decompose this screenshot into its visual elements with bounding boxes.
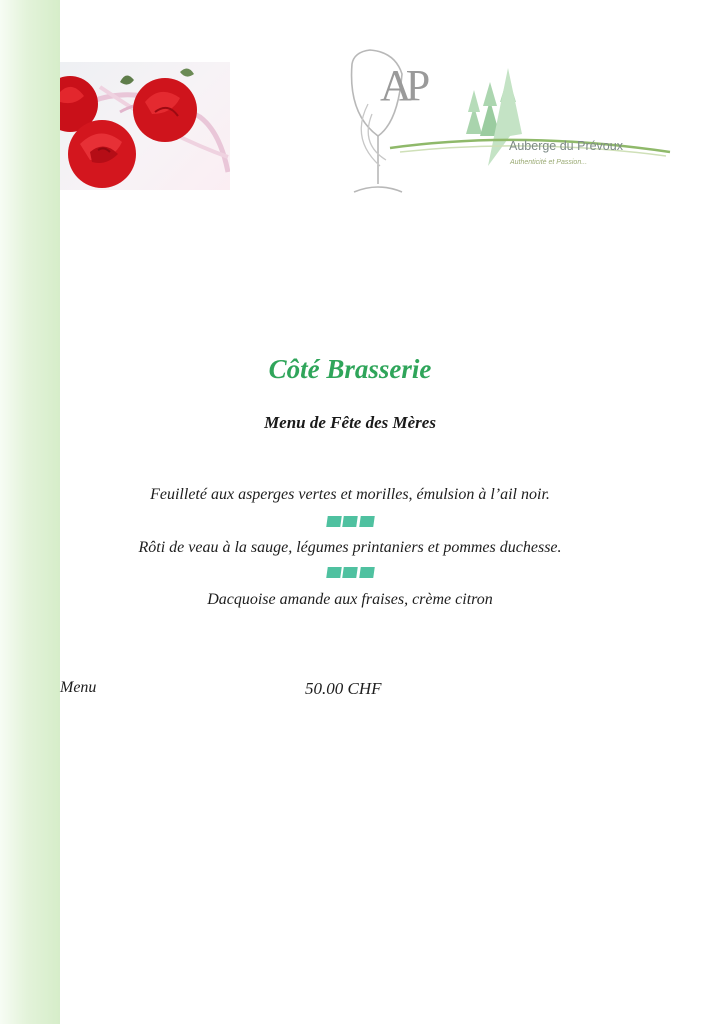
course-main: Rôti de veau à la sauge, légumes printaniers et pommes duchesse. xyxy=(138,539,562,556)
logo-tagline: Authenticité et Passion... xyxy=(510,159,588,166)
price-value: 50.00 CHF xyxy=(305,679,382,698)
side-band xyxy=(0,0,60,1024)
logo-name: Auberge du Prévoux xyxy=(509,139,623,153)
logo-monogram: AP xyxy=(380,61,425,110)
course-separator xyxy=(327,567,374,578)
course-separator xyxy=(327,516,374,527)
menu-subtitle: Menu de Fête des Mères xyxy=(264,413,436,432)
price-label: Menu xyxy=(60,679,97,696)
course-starter: Feuilleté aux asperges vertes et morilles, émulsion à l’ail noir. xyxy=(150,486,550,503)
menu-title: Côté Brasserie xyxy=(268,354,432,384)
roses-image xyxy=(60,62,230,190)
course-dessert: Dacquoise amande aux fraises, crème citron xyxy=(207,591,493,608)
